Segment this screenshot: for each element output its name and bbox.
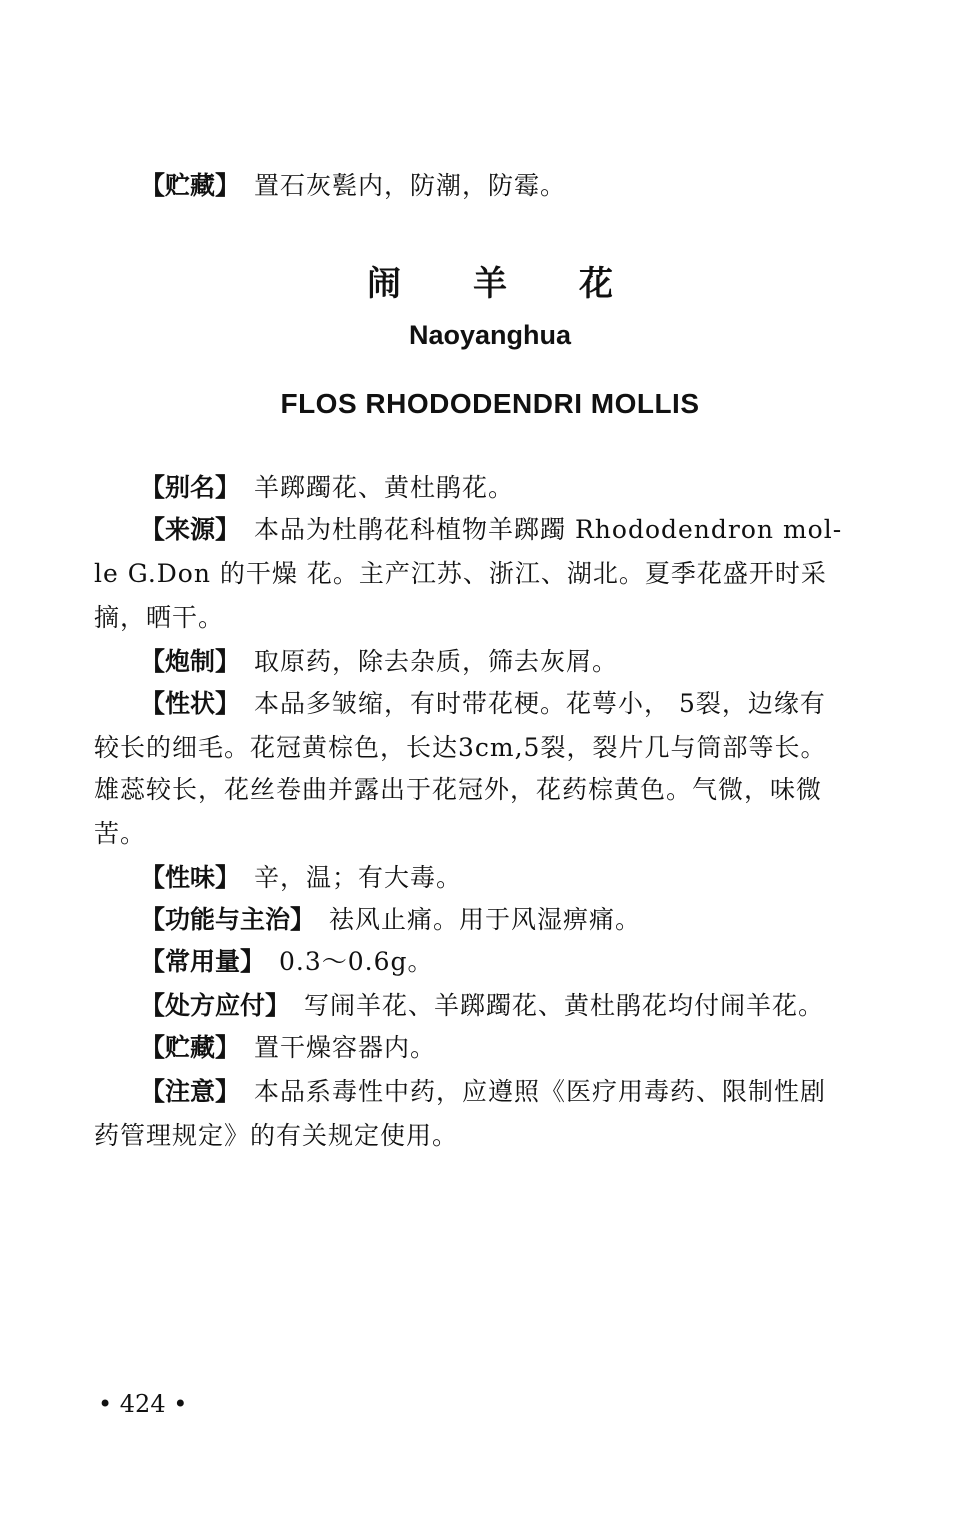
alias-line (140, 472, 514, 504)
character-line-4: 苦。 (94, 819, 147, 848)
source-line-1 (140, 514, 842, 546)
character-line-2: 较长的细毛。花冠黄棕色，长达3cm,5裂，裂片几与筒部等长。 (94, 733, 827, 762)
storage-label: 【贮藏】 (140, 1033, 241, 1062)
caution-line-1 (140, 1076, 826, 1108)
page-number: • 424 • (98, 1390, 188, 1418)
process-label: 【炮制】 (140, 647, 241, 676)
prescription-label: 【处方应付】 (140, 991, 291, 1020)
alias-text: 羊踯躅花、黄杜鹃花。 (254, 473, 515, 502)
character-label: 【性状】 (140, 689, 241, 718)
character-line-1 (140, 688, 826, 720)
entry-title-latin: FLOS RHODODENDRI MOLLIS (280, 388, 700, 419)
caution-text-1: 本品系毒性中药，应遵照《医疗用毒药、限制性剧 (254, 1077, 827, 1106)
prescription-line (140, 990, 824, 1022)
function-label: 【功能与主治】 (140, 905, 316, 934)
storage-line (140, 1032, 436, 1064)
character-text-1: 本品多皱缩，有时带花梗。花萼小， 5裂，边缘有 (254, 689, 826, 718)
prev-storage-text: 置石灰甏内，防潮，防霉。 (254, 171, 567, 200)
entry-title-chinese: 闹羊花 (367, 264, 685, 304)
alias-label: 【别名】 (140, 473, 241, 502)
dosage-text: 0.3～0.6g。 (279, 947, 434, 976)
taste-line (140, 862, 462, 894)
source-line-3: 摘，晒干。 (94, 603, 225, 632)
function-line (140, 904, 641, 936)
prev-storage-line (140, 170, 566, 202)
taste-text: 辛，温；有大毒。 (254, 863, 463, 892)
caution-line-2: 药管理规定》的有关规定使用。 (94, 1121, 459, 1150)
source-text-1: 本品为杜鹃花科植物羊踯躅 Rhododendron mol- (254, 515, 843, 544)
source-label: 【来源】 (140, 515, 241, 544)
process-line (140, 646, 618, 678)
source-line-2: le G.Don 的干燥 花。主产江苏、浙江、湖北。夏季花盛开时采 (94, 559, 827, 588)
character-line-3: 雄蕊较长，花丝卷曲并露出于花冠外，花药棕黄色。气微，味微 (94, 775, 823, 804)
storage-text: 置干燥容器内。 (254, 1033, 437, 1062)
dosage-line (140, 946, 434, 978)
process-text: 取原药，除去杂质，筛去灰屑。 (254, 647, 619, 676)
prescription-text: 写闹羊花、羊踯躅花、黄杜鹃花均付闹羊花。 (304, 991, 825, 1020)
dosage-label: 【常用量】 (140, 947, 266, 976)
function-text: 祛风止痛。用于风湿痹痛。 (329, 905, 642, 934)
caution-label: 【注意】 (140, 1077, 241, 1106)
taste-label: 【性味】 (140, 863, 241, 892)
prev-storage-label: 【贮藏】 (140, 171, 241, 200)
entry-title-pinyin: Naoyanghua (408, 320, 572, 350)
